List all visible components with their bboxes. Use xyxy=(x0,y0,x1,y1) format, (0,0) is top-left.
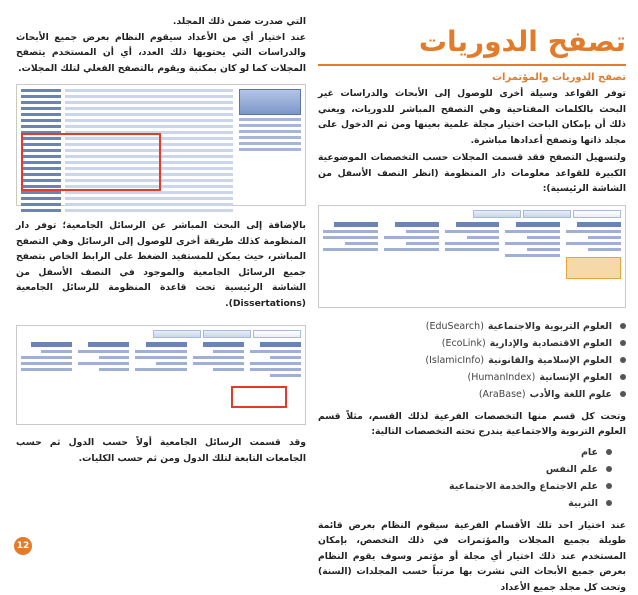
volume-paragraph: التي صدرت ضمن ذلك المجلد. xyxy=(16,14,306,30)
database-item: علوم اللغة والأدب (AraBase) xyxy=(318,386,626,403)
bullet-icon xyxy=(606,466,612,472)
highlight-frame xyxy=(231,386,287,408)
homepage-screenshot xyxy=(318,205,626,308)
database-item: العلوم الإسلامية والقانونية (IslamicInfo) xyxy=(318,352,626,369)
category-column xyxy=(193,342,244,377)
database-item: العلوم الاقتصادية والإدارية (EcoLink) xyxy=(318,335,626,352)
screenshot-tab xyxy=(153,330,201,338)
journal-cover-icon xyxy=(239,89,301,115)
dissertations-screenshot xyxy=(16,325,306,425)
database-item: العلوم التربوية والاجتماعية (EduSearch) xyxy=(318,318,626,335)
dissertations-grid xyxy=(21,342,301,377)
subspecialty-paragraph: وتحت كل قسم منها التخصصات الفرعية لذلك القسم، مثلاً قسم العلوم التربوية والاجتماعية يندرج تحته التخصصات التالية: xyxy=(318,409,626,440)
left-column xyxy=(16,14,306,466)
subspecialty-item: علم الاجتماع والخدمة الاجتماعية xyxy=(318,478,626,495)
category-column xyxy=(323,222,378,279)
page-title: تصفح الدوريات xyxy=(318,24,626,60)
category-column xyxy=(21,342,72,377)
category-column xyxy=(566,222,621,279)
screenshot-tabs xyxy=(323,210,621,218)
screenshot-tab xyxy=(523,210,571,218)
category-column xyxy=(505,222,560,279)
issue-paragraph: عند اختيار أي من الأعداد سيقوم النظام بعرض جميع الأبحاث والدراسات التي يحتويها ذلك العدد، أي أن المستخدم يتصفح المجلات كما لو كان بمكتبة ويقوم بالتصفح الفعلي لتلك المجلات. xyxy=(16,30,306,77)
subspecialty-item: عام xyxy=(318,444,626,461)
database-item: العلوم الإنسانية (HumanIndex) xyxy=(318,369,626,386)
bullet-icon xyxy=(620,357,626,363)
bullet-icon xyxy=(620,391,626,397)
screenshot-tab xyxy=(573,210,621,218)
bullet-icon xyxy=(606,500,612,506)
category-column xyxy=(384,222,439,279)
intro-paragraph: توفر القواعد وسيلة أخرى للوصول إلى الأبحاث والدراسات غير البحث بالكلمات المفتاحية وهي التصفح المباشر للدوريات، ويعني ذلك أن بإمكان الباحث اختيار مجلة علمية بعينها ومن ثم الدخول على مجلد ذاتها وتصفح أعدادها مباشرة. xyxy=(318,86,626,148)
highlight-box xyxy=(566,257,621,279)
bullet-icon xyxy=(606,449,612,455)
bullet-icon xyxy=(606,483,612,489)
section-subtitle: تصفح الدوريات والمؤتمرات xyxy=(318,72,626,83)
categories-paragraph: ولتسهيل التصفح فقد قسمت المجلات حسب التخصصات الموضوعية الكبيرة للقواعد معلومات دار المنظومة (انظر النصف الأسفل من الشاشة الرئيسية): xyxy=(318,150,626,197)
bullet-icon xyxy=(620,374,626,380)
dissertations-paragraph: بالإضافة إلى البحث المباشر عن الرسائل الجامعية؛ توفر دار المنظومة كذلك طريقة أخرى للوصول إلى الرسائل وهي التصفح المباشر، حيث يمكن للمستفيد الضغط على الرابط الخاص بتصفح جميع الرسائل الجامعية والموجود في النصف الأسفل من الشاشة الرئيسية تحت قاعدة المنظومة للرسائل الجامعية (Dissertations). xyxy=(16,218,306,311)
category-grid xyxy=(323,222,621,279)
right-column xyxy=(318,18,626,595)
subspecialty-item: التربية xyxy=(318,495,626,512)
database-list xyxy=(318,318,626,403)
selection-paragraph: عند اختيار احد تلك الأقسام الفرعية سيقوم النظام بعرض قائمة طويلة بجميع المجلات والمؤتمرات في ذلك التخصص، بإمكان المستخدم عند ذلك اختيار أي مجلة أو مؤتمر وسوف يقوم النظام بعرض جميع الأبحاث التي نشرت بها مرتباً حسب المجلدات (السنة) وتحت كل مجلد جميع الأعداد xyxy=(318,518,626,595)
bullet-icon xyxy=(620,323,626,329)
page-number: 12 xyxy=(14,537,32,555)
subspecialty-item: علم النفس xyxy=(318,461,626,478)
journal-issues-screenshot xyxy=(16,84,306,206)
category-column xyxy=(135,342,186,377)
title-divider xyxy=(318,64,626,66)
highlight-frame xyxy=(21,133,161,191)
subspecialty-list xyxy=(318,444,626,512)
screenshot-tabs xyxy=(21,330,301,338)
screenshot-tab xyxy=(253,330,301,338)
bullet-icon xyxy=(620,340,626,346)
screenshot-tab xyxy=(473,210,521,218)
countries-paragraph: وقد قسمت الرسائل الجامعية أولاً حسب الدول ثم حسب الجامعات التابعة لتلك الدول ومن ثم حسب الكليات. xyxy=(16,435,306,466)
journal-sidebar xyxy=(239,89,301,201)
screenshot-tab xyxy=(203,330,251,338)
category-column xyxy=(445,222,500,279)
category-column xyxy=(78,342,129,377)
category-column xyxy=(250,342,301,377)
